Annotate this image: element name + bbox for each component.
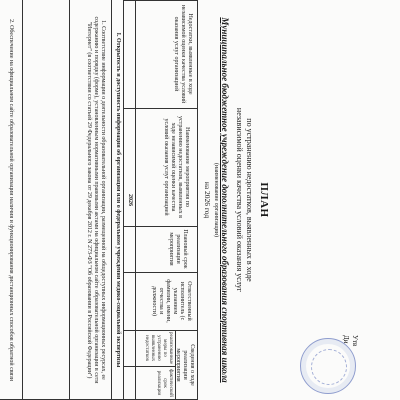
official-stamp <box>300 338 356 394</box>
subcolumn-implemented-measures: реализованные меры по устранению выявленных недостатков <box>144 332 173 365</box>
column-header-responsible: Ответственный исполнитель (с указанием фамилии, имени, отчества и должности) <box>151 279 192 323</box>
section-1-detail: 1. Соответствие информации о деятельности образовательной организации, размещенной на общедоступных информационных ресурсах, ее содержанию и порядку (форме), установленным нормативными правовыми актами на официальном сайте образовательной организации в сети "Интернет" (в соответствии со статьей 29 Федерального закона от 29 декабря 2012 г. N 273-ФЗ "Об образовании в Российской Федерации") <box>86 16 106 384</box>
section-2-heading: 2. Обеспечение на официальном сайте образовательной организации наличия и функционирования дистанционных способов обратной связи <box>8 19 14 381</box>
organization-name: Муниципальное бюджетное учреждение дополнительного образования спортивная школа <box>220 17 230 383</box>
column-header-measures: Наименование мероприятия по устранению недостатков, выявленных в ходе независимой оценки качества условий оказания услуг организацией <box>163 115 190 219</box>
column-header-progress: Сведения о ходе реализации мероприятия <box>175 344 195 386</box>
approval-line-1: Утв <box>351 335 359 347</box>
year-row: 2026 <box>127 194 133 206</box>
plan-table <box>0 0 198 400</box>
subcolumn-actual-date: фактический срок реализации <box>156 369 173 397</box>
column-header-deficiencies: Недостатки, выявленные в ходе независимой оценки качества условий оказания услуг организацией <box>173 4 193 104</box>
column-header-deadline: Плановый срок реализации мероприятия <box>168 229 188 269</box>
organization-note: (наименование организации) <box>213 163 219 237</box>
stamp-inner-ring <box>311 349 347 385</box>
section-1-heading: I. Открытость и доступность информации об организации или о федеральном учреждении медико-социальной экспертизы <box>115 32 121 368</box>
subtitle-line-1: по устранению недостатков, выявленных в ходе <box>245 118 254 282</box>
plan-period: на 2026 год <box>203 181 212 219</box>
page-title: ПЛАН <box>258 182 270 218</box>
approval-line-2: Ди <box>342 335 350 344</box>
subtitle-line-2: независимой оценки качества условий оказания услуг <box>235 107 244 293</box>
